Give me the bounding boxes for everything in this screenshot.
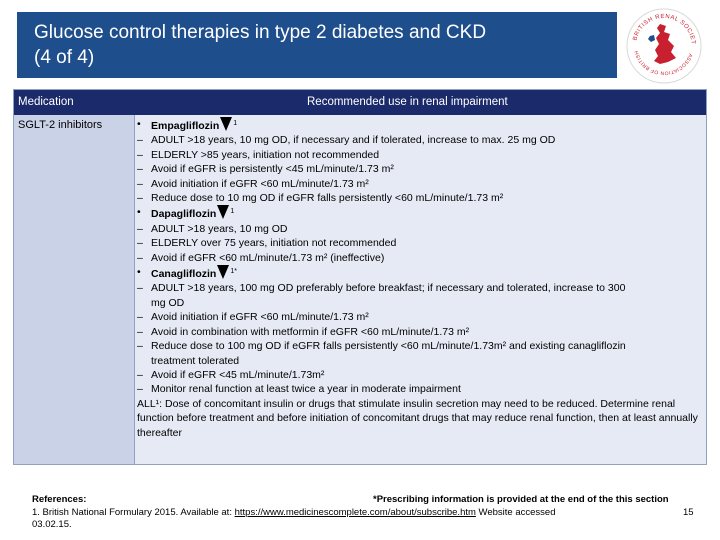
dash-marker-icon: – [137,340,143,353]
list-item-text: Avoid if eGFR is persistently <45 mL/minute/1.73 m² [151,163,394,176]
list-item [137,368,703,382]
dash-marker-icon: – [137,383,143,396]
list-item-text: Reduce dose to 100 mg OD if eGFR falls persistently <60 mL/minute/1.73m² and existing canagliflozin [151,340,626,353]
list-item-text: Avoid initiation if eGFR <60 mL/minute/1.73 m² [151,311,369,324]
medication-cell [14,115,135,464]
list-item-text: Reduce dose to 10 mg OD if eGFR falls persistently <60 mL/minute/1.73 m² [151,192,504,205]
header-medication: Medication [18,96,74,108]
list-item [137,310,703,324]
reference-1-prefix: 1. British National Formulary 2015. Available at: [32,507,235,518]
list-item [137,133,703,147]
reference-superscript: 1* [230,268,237,276]
reference-superscript: 1 [233,120,238,127]
list-item-text: Avoid if eGFR <60 mL/minute/1.73 m² (ineffective) [151,251,385,264]
svg-text:ASSOCIATION OF BRITISH CLINICA: ASSOCIATION OF BRITISH [633,49,694,76]
uk-map-logo-icon [624,6,704,86]
svg-text:BRITISH RENAL SOCIETY: BRITISH RENAL SOCIET [632,13,697,45]
black-triangle-icon [217,265,229,279]
list-item-text: ELDERLY >85 years, initiation not recommended [151,148,380,161]
drug-bullet [137,117,703,133]
reference-1-date: 03.02.15. [32,519,72,530]
society-logo [624,6,704,86]
list-item-text: ADULT >18 years, 100 mg OD preferably before breakfast; if necessary and tolerated, increase to 300 [151,282,626,295]
dash-marker-icon: – [137,237,143,250]
reference-1-suffix: Website accessed [475,507,556,518]
bullet-marker-icon: • [137,118,141,130]
drug-bullet [137,205,703,221]
bullet-marker-icon: • [137,266,141,279]
bullet-marker-icon: • [137,206,141,219]
reference-superscript: 1 [230,208,235,216]
prescribing-note: *Prescribing information is provided at the end of the this section [373,494,669,505]
header-recommended-use: Recommended use in renal impairment [307,96,508,108]
dash-marker-icon: – [137,282,143,295]
list-item-text: Monitor renal function at least twice a year in moderate impairment [151,383,461,396]
page-title-line-1: Glucose control therapies in type 2 diabetes and CKD [34,22,487,43]
page-title-line-2: (4 of 4) [34,47,95,68]
list-item [137,325,703,339]
list-item [137,281,703,295]
table-header [14,90,706,115]
dash-marker-icon: – [137,192,143,205]
dash-marker-icon: – [137,251,143,264]
drug-name: Dapagliflozin [151,208,217,221]
list-item [137,339,703,353]
drug-bullet [137,265,703,281]
dash-marker-icon: – [137,177,143,190]
dash-marker-icon: – [137,148,143,161]
black-triangle-icon [220,117,232,131]
references [32,494,712,531]
list-item [137,177,703,191]
list-item-text: ADULT >18 years, 10 mg OD [151,222,288,235]
dash-marker-icon: – [137,134,143,147]
list-item-text: ELDERLY over 75 years, initiation not recommended [151,237,397,250]
black-triangle-icon [217,205,229,219]
references-heading: References: [32,494,87,505]
dash-marker-icon: – [137,311,143,324]
dash-marker-icon: – [137,325,143,338]
list-item [137,251,703,265]
drug-class-label: SGLT-2 inhibitors [18,119,103,131]
recommendation-lines [137,117,703,440]
page-number: 15 [683,507,694,518]
drug-name: Empagliflozin [151,120,220,132]
list-item [137,148,703,162]
list-item-text: ADULT >18 years, 10 mg OD, if necessary and if tolerated, increase to max. 25 mg OD [151,134,556,147]
list-item-continuation: mg OD [151,296,185,309]
list-item-text: Avoid if eGFR <45 mL/minute/1.73m² [151,368,325,381]
list-item [137,162,703,176]
renal-use-table [13,89,707,465]
all-note: ALL¹: Dose of concomitant insulin or drugs that stimulate insulin secretion may need to be reduced. Determine renal function before treatment and before initiation of concomitant drugs that may reduce renal function, then at least annually thereafter [137,397,698,439]
dash-marker-icon: – [137,163,143,176]
list-item-text: Avoid initiation if eGFR <60 mL/minute/1.73 m² [151,177,369,190]
list-item [137,382,703,396]
reference-1-link[interactable]: https://www.medicinescomplete.com/about/subscribe.htm [234,507,476,518]
list-item-text: Avoid in combination with metformin if eGFR <60 mL/minute/1.73 m² [151,325,470,338]
list-item [137,222,703,236]
list-item-continuation: treatment tolerated [151,354,240,367]
dash-marker-icon: – [137,222,143,235]
reference-1 [32,507,712,519]
list-item [137,191,703,205]
recommendation-cell [135,115,706,464]
dash-marker-icon: – [137,368,143,381]
title-bar [17,12,617,78]
drug-name: Canagliflozin [151,268,217,281]
list-item [137,236,703,250]
